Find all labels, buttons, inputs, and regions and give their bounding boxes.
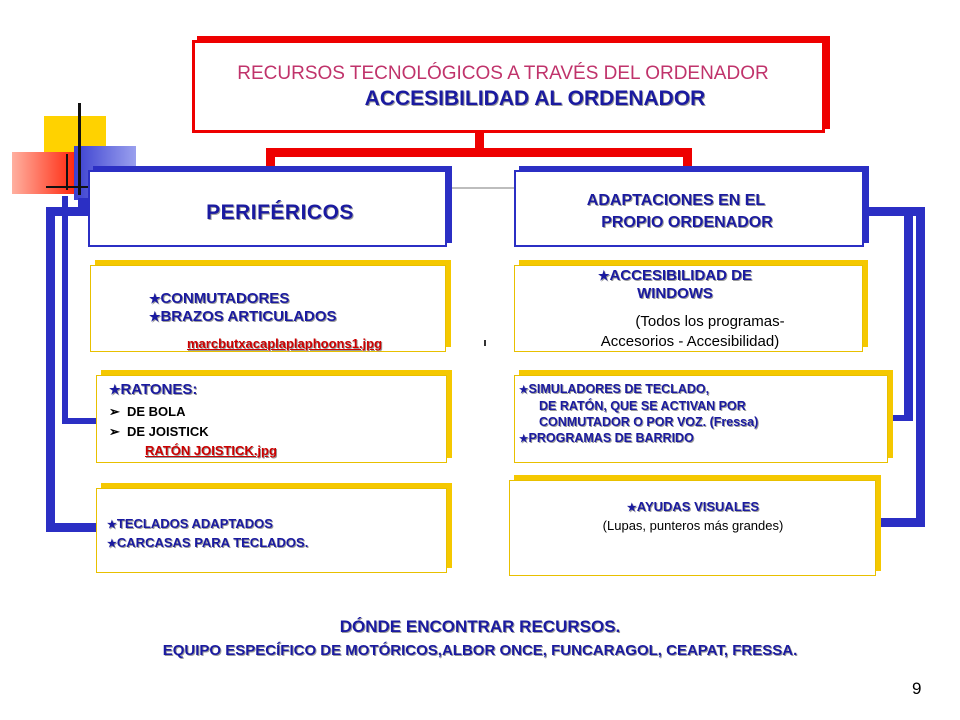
- conmutadores-item: ★CONMUTADORES: [149, 290, 290, 307]
- de-joistick-item: ➢ DE JOISTICK: [109, 422, 209, 442]
- carcasas-item: ★CARCASAS PARA TECLADOS.: [107, 535, 309, 550]
- brazos-image-link[interactable]: marcbutxacaplaplaphoons1.jpg: [187, 336, 383, 351]
- header-line2: ACCESIBILIDAD AL ORDENADOR: [364, 87, 706, 110]
- footer-line2: EQUIPO ESPECÍFICO DE MOTÓRICOS,ALBOR ONCE, FUNCARAGOL, CEAPAT, FRESSA.: [162, 642, 798, 659]
- footer-line1: DÓNDE ENCONTRAR RECURSOS.: [339, 617, 621, 636]
- accesibilidad-note-line1: (Todos los programas-: [635, 313, 785, 330]
- simuladores-line1: ★SIMULADORES DE TECLADO,: [519, 382, 710, 396]
- ratones-box: [96, 375, 447, 463]
- teclados-box: [96, 488, 447, 573]
- perifericos-title: PERIFÉRICOS: [206, 201, 354, 224]
- star-icon: ★: [598, 268, 610, 283]
- adaptaciones-title-line2: PROPIO ORDENADOR: [601, 214, 773, 231]
- simuladores-box: [514, 375, 888, 463]
- ayudas-visuales-title: ★AYUDAS VISUALES: [626, 499, 760, 514]
- simuladores-line2: DE RATÓN, QUE SE ACTIVAN POR: [539, 399, 746, 413]
- simuladores-line3: CONMUTADOR O POR VOZ. (Fressa): [539, 415, 759, 429]
- perifericos-title-box: [88, 170, 447, 247]
- header-line1: RECURSOS TECNOLÓGICOS A TRAVÉS DEL ORDENADOR: [237, 63, 769, 84]
- star-icon: ★: [519, 384, 529, 396]
- brazos-item: ★BRAZOS ARTICULADOS: [149, 308, 337, 325]
- adaptaciones-title-box: [514, 170, 864, 247]
- star-icon: ★: [107, 538, 117, 550]
- star-icon: ★: [149, 309, 161, 324]
- star-icon: ★: [149, 291, 161, 306]
- adaptaciones-title-line1: ADAPTACIONES EN EL: [586, 192, 766, 209]
- star-icon: ★: [626, 502, 637, 514]
- ayudas-visuales-box: [509, 480, 876, 576]
- de-bola-item: ➢ DE BOLA: [109, 402, 209, 422]
- ayudas-visuales-note: (Lupas, punteros más grandes): [602, 518, 784, 533]
- arrow-bullet-icon: ➢: [109, 404, 120, 419]
- accesibilidad-windows-box: [514, 265, 863, 352]
- teclados-adaptados-item: ★TECLADOS ADAPTADOS: [107, 516, 273, 531]
- star-icon: ★: [519, 433, 529, 445]
- ratones-title: ★RATONES:: [109, 381, 198, 398]
- accesibilidad-note-line2: Accesorios - Accesibilidad): [600, 333, 780, 350]
- page-number: 9: [912, 679, 922, 698]
- arrow-bullet-icon: ➢: [109, 424, 120, 439]
- header-box: [192, 40, 825, 133]
- programas-barrido-item: ★PROGRAMAS DE BARRIDO: [519, 431, 694, 445]
- star-icon: ★: [107, 519, 117, 531]
- accesibilidad-windows-line1: ★ACCESIBILIDAD DE: [598, 267, 752, 284]
- conmutadores-box: [90, 265, 446, 352]
- star-icon: ★: [109, 382, 121, 397]
- accesibilidad-windows-line2: WINDOWS: [637, 285, 713, 302]
- raton-joistick-link[interactable]: RATÓN JOISTICK.jpg: [145, 443, 277, 458]
